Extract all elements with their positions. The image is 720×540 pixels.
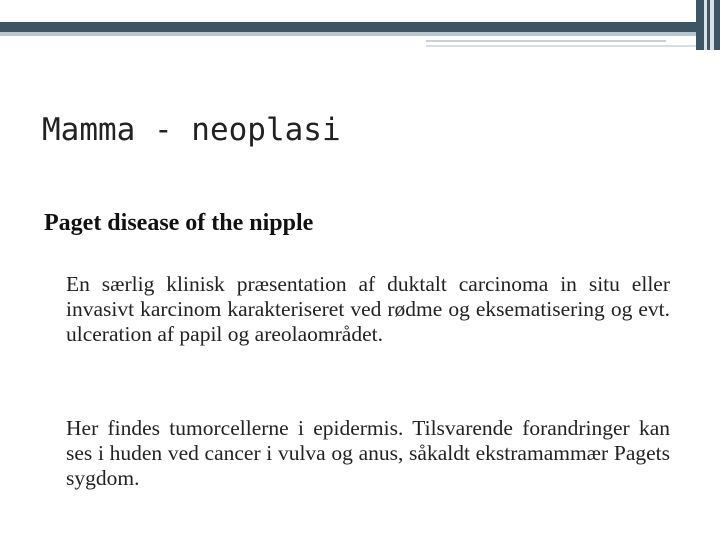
- header-band-dark: [0, 22, 720, 32]
- corner-notch-line: [707, 0, 710, 50]
- header-stripe: [426, 40, 666, 42]
- header-stripe: [426, 45, 706, 47]
- corner-decoration: [696, 0, 720, 50]
- header-decoration: [0, 0, 720, 26]
- body-paragraph: Her findes tumorcellerne i epidermis. Tilsvarende forandringer kan ses i huden ved cancer i vulva og anus, såkaldt ekstramammær Pagets sygdom.: [66, 416, 670, 490]
- slide-subheading: Paget disease of the nipple: [44, 210, 314, 236]
- slide-title: Mamma - neoplasi: [42, 112, 341, 148]
- header-band-light: [0, 32, 720, 36]
- body-paragraph: En særlig klinisk præsentation af duktalt carcinoma in situ eller invasivt karcinom karakteriseret ved rødme og eksematisering og evt. ulceration af papil og areolaområdet.: [66, 272, 670, 346]
